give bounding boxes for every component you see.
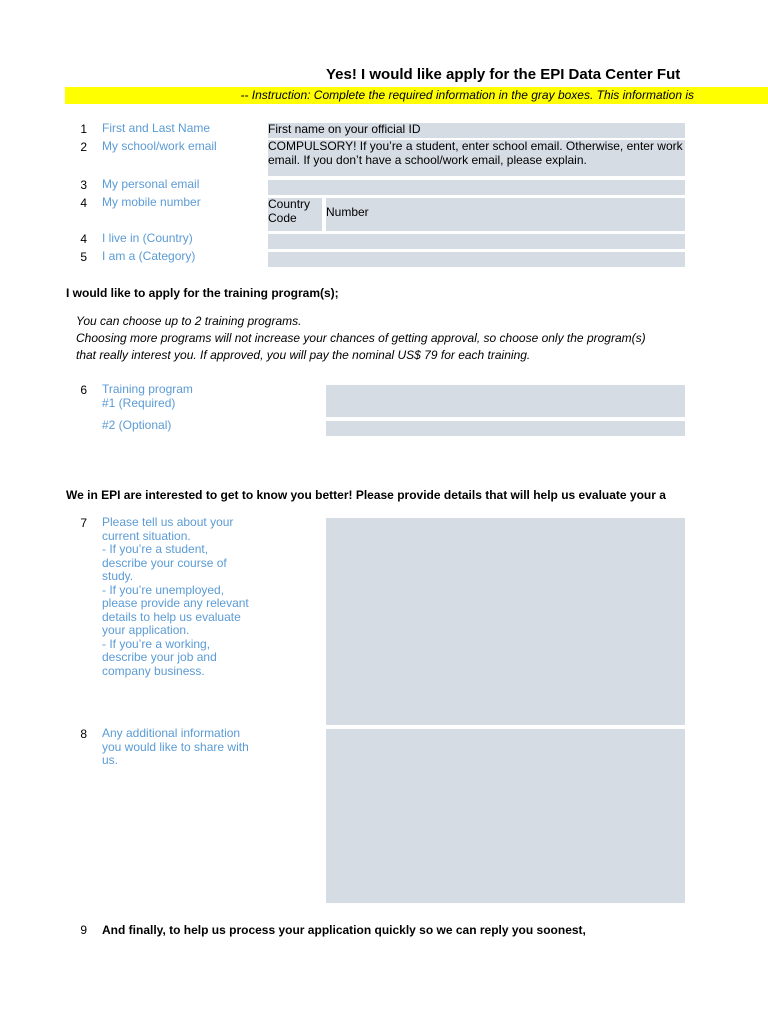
training-note-line: Choosing more programs will not increase your chances of getting approval, so choose only the program(s) — [76, 331, 646, 345]
school-email-input-value: COMPULSORY! If you’re a student, enter school email. Otherwise, enter work email. If you don’t have a school/work email, please explain. — [268, 139, 683, 167]
q7-line: - If you’re unemployed, — [102, 582, 225, 597]
row-number: 2 — [80, 140, 87, 154]
q7-line: current situation. — [102, 528, 191, 543]
training-program-1-input[interactable] — [326, 385, 685, 417]
label-personal-email: My personal email — [102, 177, 200, 191]
q8-line: Any additional information — [102, 726, 241, 740]
mobile-number-input[interactable] — [326, 198, 685, 231]
row-number: 3 — [80, 178, 87, 192]
label-category: I am a (Category) — [102, 249, 196, 263]
q7-line: describe your course of — [102, 555, 227, 570]
row-number: 4 — [80, 196, 87, 210]
country-code-label: Country Code — [268, 197, 311, 225]
label-training-2: #2 (Optional) — [102, 418, 172, 432]
q7-line: describe your job and — [102, 650, 217, 664]
q7-line: please provide any relevant — [102, 596, 249, 610]
q7-line: - If you’re a student, — [102, 542, 209, 556]
label-country: I live in (Country) — [102, 231, 193, 245]
category-input[interactable] — [268, 252, 685, 267]
q7-line: Please tell us about your — [102, 515, 234, 529]
school-email-input[interactable] — [268, 140, 685, 176]
row-number: 7 — [80, 516, 87, 530]
training-heading: I would like to apply for the training program(s); — [66, 286, 339, 300]
q7-line: your application. — [102, 623, 190, 637]
label-name: First and Last Name — [102, 121, 211, 135]
final-note: And finally, to help us process your application quickly so we can reply you soonest, — [102, 923, 586, 937]
label-additional-info — [102, 727, 302, 768]
q7-line: - If you’re a working, — [102, 636, 211, 651]
q7-line: details to help us evaluate — [102, 609, 241, 624]
label-training-1 — [102, 383, 193, 410]
training-note-line: You can choose up to 2 training programs. — [76, 314, 302, 328]
country-input[interactable] — [268, 234, 685, 249]
additional-info-input[interactable] — [326, 729, 685, 903]
current-situation-input[interactable] — [326, 518, 685, 725]
q8-line: us. — [102, 753, 119, 767]
label-mobile: My mobile number — [102, 195, 201, 209]
country-code-input[interactable] — [268, 198, 322, 231]
training-note-line: that really interest you. If approved, you will pay the nominal US$ 79 for each training. — [76, 348, 531, 362]
page-title: Yes! I would like apply for the EPI Data Center Fut — [326, 66, 681, 83]
details-heading: We in EPI are interested to get to know you better! Please provide details that will help us evaluate your a — [66, 488, 666, 502]
row-number: 6 — [80, 383, 87, 397]
label-training-line: #1 (Required) — [102, 395, 176, 410]
training-note — [76, 313, 694, 364]
q7-line: company business. — [102, 663, 205, 678]
q8-line: you would like to share with — [102, 739, 249, 754]
instruction-text: -- Instruction: Complete the required information in the gray boxes. This information is — [240, 88, 694, 102]
name-input-value: First name on your official ID — [268, 122, 421, 136]
mobile-number-label: Number — [326, 205, 369, 219]
row-number: 5 — [80, 250, 87, 264]
label-school-email: My school/work email — [102, 139, 217, 153]
row-number: 4 — [80, 232, 87, 246]
name-input[interactable] — [268, 123, 685, 138]
label-current-situation — [102, 516, 302, 678]
row-number: 1 — [80, 122, 87, 136]
row-number: 9 — [80, 923, 87, 937]
row-number: 8 — [80, 727, 87, 741]
label-training-line: Training program — [102, 382, 193, 396]
training-program-2-input[interactable] — [326, 421, 685, 436]
q7-line: study. — [102, 569, 134, 583]
personal-email-input[interactable] — [268, 180, 685, 195]
